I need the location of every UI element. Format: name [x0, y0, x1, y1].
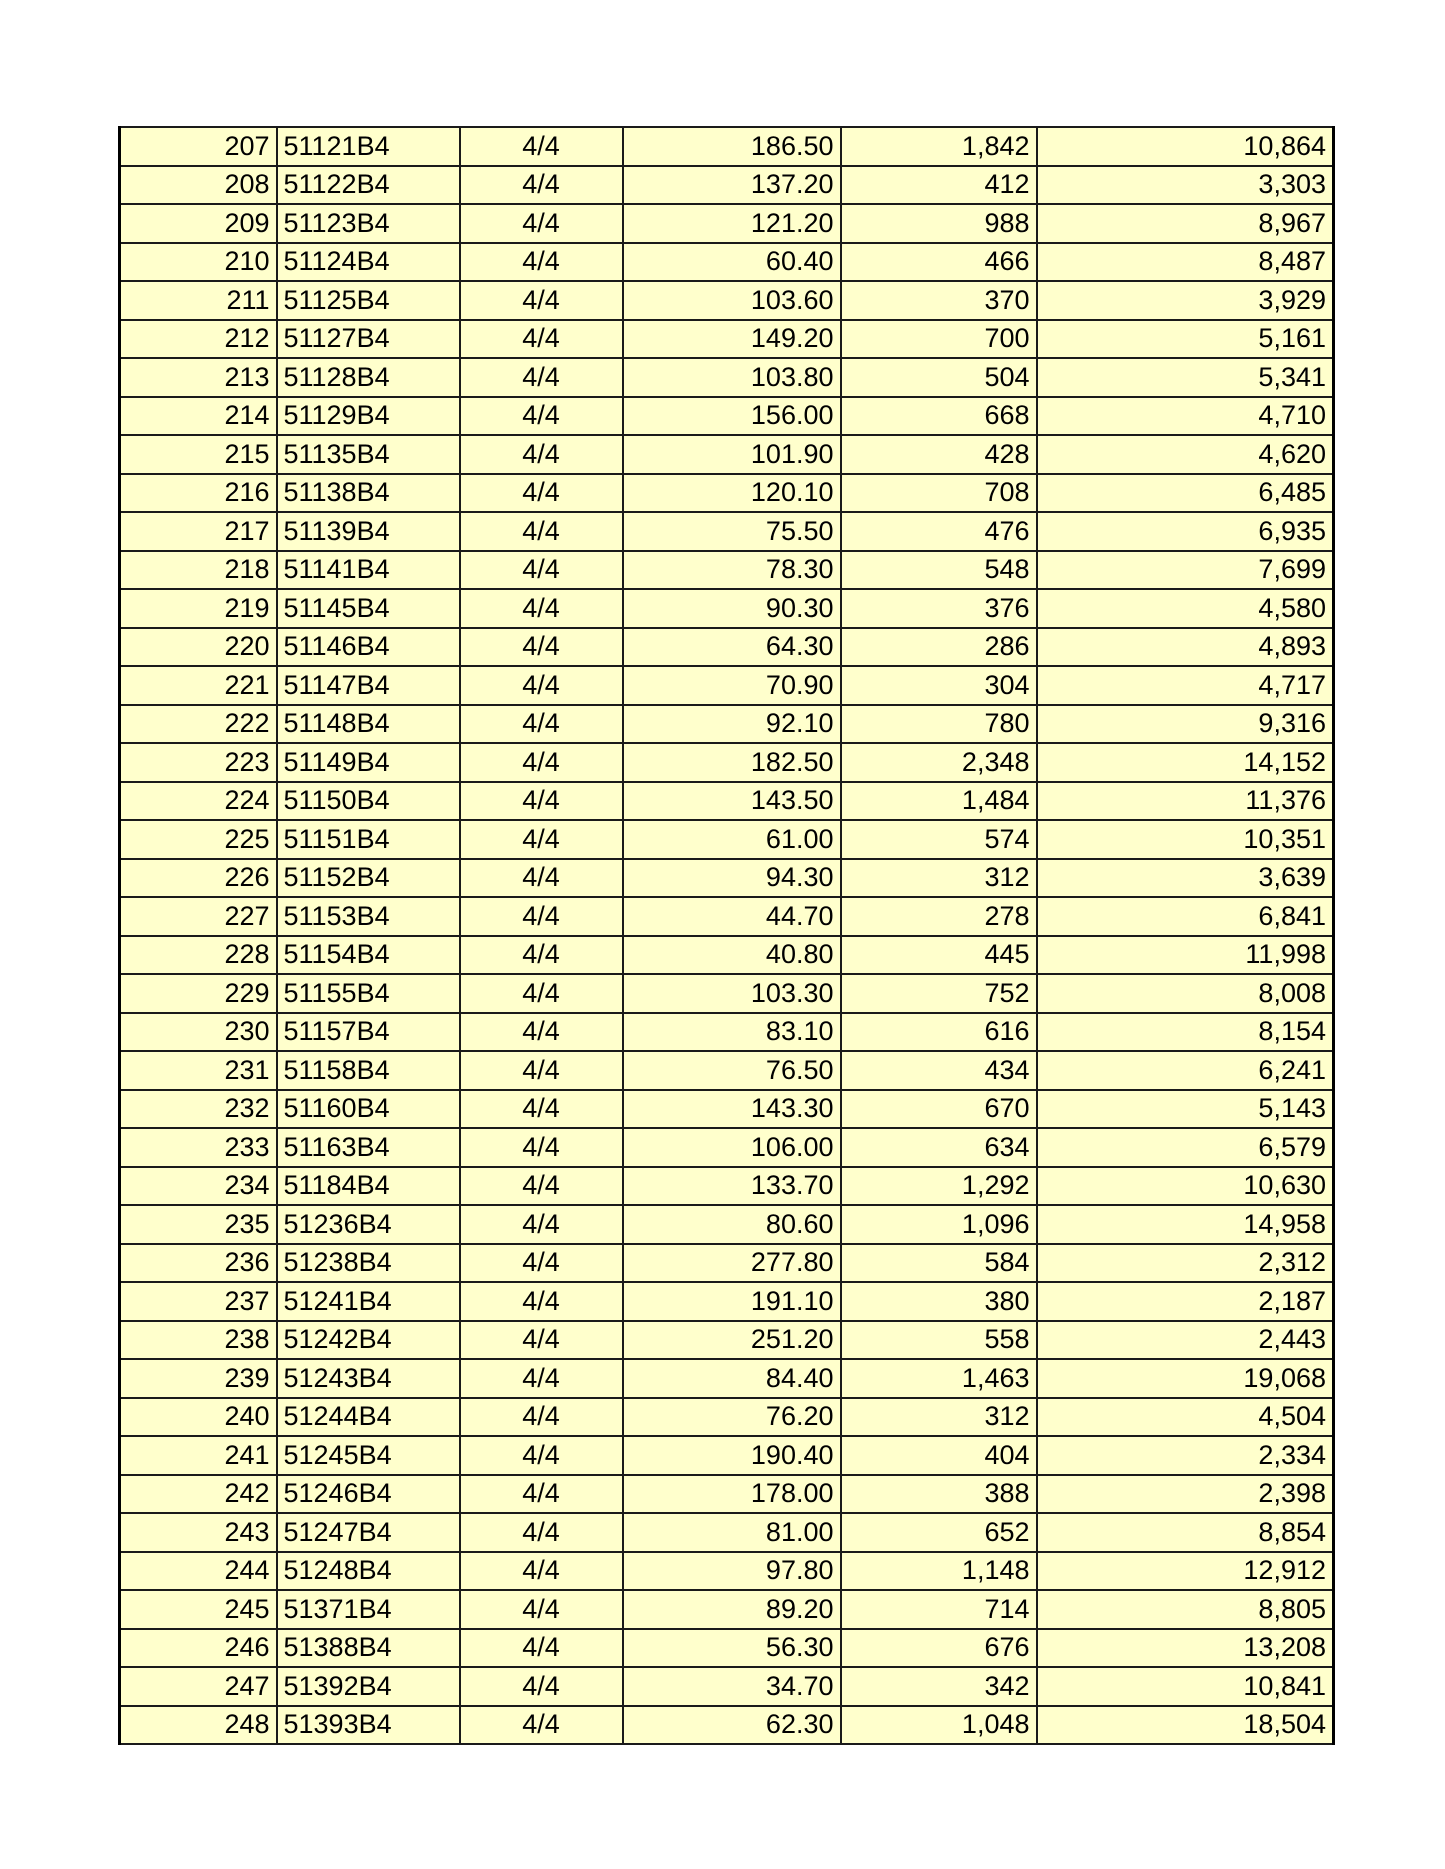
row-number-cell: 213 [120, 358, 277, 397]
row-number-cell: 210 [120, 243, 277, 282]
value-a-cell: 186.50 [623, 127, 841, 166]
row-number-cell: 221 [120, 666, 277, 705]
id-cell: 51248B4 [277, 1552, 460, 1591]
table-row [120, 474, 1334, 513]
value-b-cell: 376 [841, 589, 1037, 628]
value-b-cell: 574 [841, 820, 1037, 859]
value-a-cell: 61.00 [623, 820, 841, 859]
fraction-cell: 4/4 [460, 358, 623, 397]
table-row [120, 936, 1334, 975]
value-a-cell: 149.20 [623, 320, 841, 359]
fraction-cell: 4/4 [460, 397, 623, 436]
row-number-cell: 219 [120, 589, 277, 628]
table-row [120, 974, 1334, 1013]
value-b-cell: 476 [841, 512, 1037, 551]
data-table [118, 126, 1335, 1745]
table-row [120, 782, 1334, 821]
value-a-cell: 106.00 [623, 1128, 841, 1167]
id-cell: 51148B4 [277, 705, 460, 744]
table-row [120, 628, 1334, 667]
fraction-cell: 4/4 [460, 589, 623, 628]
table-row [120, 1282, 1334, 1321]
value-b-cell: 616 [841, 1013, 1037, 1052]
fraction-cell: 4/4 [460, 936, 623, 975]
fraction-cell: 4/4 [460, 1051, 623, 1090]
value-a-cell: 40.80 [623, 936, 841, 975]
value-b-cell: 380 [841, 1282, 1037, 1321]
value-b-cell: 714 [841, 1590, 1037, 1629]
fraction-cell: 4/4 [460, 1167, 623, 1206]
table-body [120, 127, 1334, 1744]
value-a-cell: 178.00 [623, 1475, 841, 1514]
value-a-cell: 103.30 [623, 974, 841, 1013]
row-number-cell: 225 [120, 820, 277, 859]
value-b-cell: 342 [841, 1667, 1037, 1706]
table-row [120, 1090, 1334, 1129]
table-row [120, 166, 1334, 205]
value-c-cell: 3,303 [1037, 166, 1334, 205]
value-a-cell: 60.40 [623, 243, 841, 282]
table-row [120, 320, 1334, 359]
id-cell: 51241B4 [277, 1282, 460, 1321]
row-number-cell: 208 [120, 166, 277, 205]
value-c-cell: 4,504 [1037, 1398, 1334, 1437]
table-row [120, 204, 1334, 243]
value-c-cell: 4,893 [1037, 628, 1334, 667]
fraction-cell: 4/4 [460, 1205, 623, 1244]
fraction-cell: 4/4 [460, 281, 623, 320]
table-row [120, 1359, 1334, 1398]
row-number-cell: 212 [120, 320, 277, 359]
row-number-cell: 209 [120, 204, 277, 243]
value-c-cell: 8,154 [1037, 1013, 1334, 1052]
table-row [120, 1667, 1334, 1706]
value-b-cell: 2,348 [841, 743, 1037, 782]
row-number-cell: 234 [120, 1167, 277, 1206]
value-b-cell: 668 [841, 397, 1037, 436]
id-cell: 51393B4 [277, 1706, 460, 1745]
fraction-cell: 4/4 [460, 320, 623, 359]
fraction-cell: 4/4 [460, 243, 623, 282]
value-c-cell: 11,376 [1037, 782, 1334, 821]
id-cell: 51371B4 [277, 1590, 460, 1629]
value-c-cell: 5,161 [1037, 320, 1334, 359]
row-number-cell: 230 [120, 1013, 277, 1052]
id-cell: 51184B4 [277, 1167, 460, 1206]
value-a-cell: 191.10 [623, 1282, 841, 1321]
value-b-cell: 676 [841, 1629, 1037, 1668]
value-c-cell: 2,312 [1037, 1244, 1334, 1283]
fraction-cell: 4/4 [460, 859, 623, 898]
value-c-cell: 12,912 [1037, 1552, 1334, 1591]
value-b-cell: 670 [841, 1090, 1037, 1129]
value-c-cell: 10,864 [1037, 127, 1334, 166]
value-a-cell: 190.40 [623, 1436, 841, 1475]
value-b-cell: 584 [841, 1244, 1037, 1283]
value-c-cell: 5,341 [1037, 358, 1334, 397]
table-row [120, 1244, 1334, 1283]
row-number-cell: 217 [120, 512, 277, 551]
value-a-cell: 182.50 [623, 743, 841, 782]
id-cell: 51152B4 [277, 859, 460, 898]
fraction-cell: 4/4 [460, 1398, 623, 1437]
fraction-cell: 4/4 [460, 512, 623, 551]
value-a-cell: 80.60 [623, 1205, 841, 1244]
fraction-cell: 4/4 [460, 1436, 623, 1475]
value-b-cell: 304 [841, 666, 1037, 705]
id-cell: 51153B4 [277, 897, 460, 936]
row-number-cell: 222 [120, 705, 277, 744]
table-row [120, 1398, 1334, 1437]
fraction-cell: 4/4 [460, 1513, 623, 1552]
value-b-cell: 1,484 [841, 782, 1037, 821]
row-number-cell: 211 [120, 281, 277, 320]
value-b-cell: 370 [841, 281, 1037, 320]
value-b-cell: 1,048 [841, 1706, 1037, 1745]
value-c-cell: 4,580 [1037, 589, 1334, 628]
value-b-cell: 428 [841, 435, 1037, 474]
value-b-cell: 312 [841, 859, 1037, 898]
value-b-cell: 1,292 [841, 1167, 1037, 1206]
table-row [120, 743, 1334, 782]
table-row [120, 1590, 1334, 1629]
value-c-cell: 2,187 [1037, 1282, 1334, 1321]
id-cell: 51149B4 [277, 743, 460, 782]
row-number-cell: 242 [120, 1475, 277, 1514]
value-a-cell: 277.80 [623, 1244, 841, 1283]
table-row [120, 1051, 1334, 1090]
row-number-cell: 232 [120, 1090, 277, 1129]
table-row [120, 1128, 1334, 1167]
value-a-cell: 121.20 [623, 204, 841, 243]
value-b-cell: 388 [841, 1475, 1037, 1514]
value-c-cell: 2,334 [1037, 1436, 1334, 1475]
value-c-cell: 6,579 [1037, 1128, 1334, 1167]
id-cell: 51244B4 [277, 1398, 460, 1437]
fraction-cell: 4/4 [460, 1090, 623, 1129]
row-number-cell: 239 [120, 1359, 277, 1398]
table-row [120, 589, 1334, 628]
value-c-cell: 10,351 [1037, 820, 1334, 859]
row-number-cell: 207 [120, 127, 277, 166]
value-c-cell: 4,710 [1037, 397, 1334, 436]
id-cell: 51123B4 [277, 204, 460, 243]
row-number-cell: 229 [120, 974, 277, 1013]
value-b-cell: 445 [841, 936, 1037, 975]
value-b-cell: 404 [841, 1436, 1037, 1475]
table-row [120, 859, 1334, 898]
id-cell: 51245B4 [277, 1436, 460, 1475]
value-a-cell: 251.20 [623, 1321, 841, 1360]
value-a-cell: 156.00 [623, 397, 841, 436]
row-number-cell: 218 [120, 551, 277, 590]
id-cell: 51150B4 [277, 782, 460, 821]
value-a-cell: 133.70 [623, 1167, 841, 1206]
id-cell: 51243B4 [277, 1359, 460, 1398]
fraction-cell: 4/4 [460, 666, 623, 705]
value-b-cell: 558 [841, 1321, 1037, 1360]
value-a-cell: 97.80 [623, 1552, 841, 1591]
fraction-cell: 4/4 [460, 1475, 623, 1514]
fraction-cell: 4/4 [460, 897, 623, 936]
value-c-cell: 6,485 [1037, 474, 1334, 513]
value-a-cell: 62.30 [623, 1706, 841, 1745]
value-a-cell: 76.20 [623, 1398, 841, 1437]
value-a-cell: 75.50 [623, 512, 841, 551]
row-number-cell: 245 [120, 1590, 277, 1629]
row-number-cell: 247 [120, 1667, 277, 1706]
row-number-cell: 228 [120, 936, 277, 975]
value-a-cell: 56.30 [623, 1629, 841, 1668]
value-b-cell: 1,842 [841, 127, 1037, 166]
id-cell: 51135B4 [277, 435, 460, 474]
value-c-cell: 6,841 [1037, 897, 1334, 936]
value-c-cell: 13,208 [1037, 1629, 1334, 1668]
value-c-cell: 8,805 [1037, 1590, 1334, 1629]
table-row [120, 435, 1334, 474]
row-number-cell: 233 [120, 1128, 277, 1167]
id-cell: 51242B4 [277, 1321, 460, 1360]
id-cell: 51146B4 [277, 628, 460, 667]
id-cell: 51392B4 [277, 1667, 460, 1706]
id-cell: 51147B4 [277, 666, 460, 705]
table-row [120, 1321, 1334, 1360]
table-row [120, 358, 1334, 397]
value-c-cell: 3,929 [1037, 281, 1334, 320]
value-c-cell: 5,143 [1037, 1090, 1334, 1129]
table-row [120, 512, 1334, 551]
value-a-cell: 84.40 [623, 1359, 841, 1398]
id-cell: 51145B4 [277, 589, 460, 628]
fraction-cell: 4/4 [460, 820, 623, 859]
id-cell: 51160B4 [277, 1090, 460, 1129]
value-b-cell: 286 [841, 628, 1037, 667]
row-number-cell: 214 [120, 397, 277, 436]
value-b-cell: 634 [841, 1128, 1037, 1167]
row-number-cell: 244 [120, 1552, 277, 1591]
value-a-cell: 103.60 [623, 281, 841, 320]
value-b-cell: 1,463 [841, 1359, 1037, 1398]
value-a-cell: 137.20 [623, 166, 841, 205]
value-b-cell: 434 [841, 1051, 1037, 1090]
row-number-cell: 238 [120, 1321, 277, 1360]
value-a-cell: 92.10 [623, 705, 841, 744]
table-row [120, 1205, 1334, 1244]
id-cell: 51122B4 [277, 166, 460, 205]
id-cell: 51129B4 [277, 397, 460, 436]
table-row [120, 666, 1334, 705]
value-a-cell: 90.30 [623, 589, 841, 628]
value-b-cell: 278 [841, 897, 1037, 936]
row-number-cell: 227 [120, 897, 277, 936]
id-cell: 51125B4 [277, 281, 460, 320]
value-c-cell: 8,487 [1037, 243, 1334, 282]
value-c-cell: 8,008 [1037, 974, 1334, 1013]
value-b-cell: 548 [841, 551, 1037, 590]
table-row [120, 397, 1334, 436]
fraction-cell: 4/4 [460, 1667, 623, 1706]
value-a-cell: 89.20 [623, 1590, 841, 1629]
fraction-cell: 4/4 [460, 435, 623, 474]
row-number-cell: 240 [120, 1398, 277, 1437]
value-c-cell: 14,958 [1037, 1205, 1334, 1244]
id-cell: 51155B4 [277, 974, 460, 1013]
row-number-cell: 248 [120, 1706, 277, 1745]
row-number-cell: 246 [120, 1629, 277, 1668]
id-cell: 51246B4 [277, 1475, 460, 1514]
table-row [120, 705, 1334, 744]
fraction-cell: 4/4 [460, 1321, 623, 1360]
value-c-cell: 8,967 [1037, 204, 1334, 243]
id-cell: 51121B4 [277, 127, 460, 166]
table-row [120, 1475, 1334, 1514]
value-a-cell: 103.80 [623, 358, 841, 397]
row-number-cell: 220 [120, 628, 277, 667]
row-number-cell: 235 [120, 1205, 277, 1244]
id-cell: 51236B4 [277, 1205, 460, 1244]
row-number-cell: 237 [120, 1282, 277, 1321]
value-a-cell: 76.50 [623, 1051, 841, 1090]
value-a-cell: 70.90 [623, 666, 841, 705]
value-a-cell: 120.10 [623, 474, 841, 513]
id-cell: 51388B4 [277, 1629, 460, 1668]
fraction-cell: 4/4 [460, 743, 623, 782]
fraction-cell: 4/4 [460, 1244, 623, 1283]
fraction-cell: 4/4 [460, 628, 623, 667]
row-number-cell: 224 [120, 782, 277, 821]
value-b-cell: 652 [841, 1513, 1037, 1552]
id-cell: 51141B4 [277, 551, 460, 590]
value-b-cell: 412 [841, 166, 1037, 205]
value-c-cell: 14,152 [1037, 743, 1334, 782]
value-b-cell: 988 [841, 204, 1037, 243]
id-cell: 51138B4 [277, 474, 460, 513]
row-number-cell: 243 [120, 1513, 277, 1552]
table-row [120, 1629, 1334, 1668]
fraction-cell: 4/4 [460, 1590, 623, 1629]
fraction-cell: 4/4 [460, 166, 623, 205]
row-number-cell: 226 [120, 859, 277, 898]
value-c-cell: 2,443 [1037, 1321, 1334, 1360]
table-row [120, 1436, 1334, 1475]
value-c-cell: 18,504 [1037, 1706, 1334, 1745]
table-row [120, 243, 1334, 282]
table-row [120, 820, 1334, 859]
value-c-cell: 3,639 [1037, 859, 1334, 898]
value-b-cell: 708 [841, 474, 1037, 513]
value-a-cell: 143.30 [623, 1090, 841, 1129]
fraction-cell: 4/4 [460, 1128, 623, 1167]
row-number-cell: 216 [120, 474, 277, 513]
value-b-cell: 1,148 [841, 1552, 1037, 1591]
table-row [120, 1706, 1334, 1745]
fraction-cell: 4/4 [460, 705, 623, 744]
value-c-cell: 10,630 [1037, 1167, 1334, 1206]
value-c-cell: 6,935 [1037, 512, 1334, 551]
value-c-cell: 8,854 [1037, 1513, 1334, 1552]
value-c-cell: 7,699 [1037, 551, 1334, 590]
value-a-cell: 64.30 [623, 628, 841, 667]
value-a-cell: 81.00 [623, 1513, 841, 1552]
fraction-cell: 4/4 [460, 1282, 623, 1321]
value-a-cell: 83.10 [623, 1013, 841, 1052]
value-b-cell: 312 [841, 1398, 1037, 1437]
fraction-cell: 4/4 [460, 1359, 623, 1398]
value-b-cell: 752 [841, 974, 1037, 1013]
id-cell: 51238B4 [277, 1244, 460, 1283]
table-row [120, 1167, 1334, 1206]
value-b-cell: 1,096 [841, 1205, 1037, 1244]
value-c-cell: 9,316 [1037, 705, 1334, 744]
fraction-cell: 4/4 [460, 1552, 623, 1591]
row-number-cell: 215 [120, 435, 277, 474]
id-cell: 51163B4 [277, 1128, 460, 1167]
value-a-cell: 143.50 [623, 782, 841, 821]
fraction-cell: 4/4 [460, 974, 623, 1013]
row-number-cell: 231 [120, 1051, 277, 1090]
table-row [120, 1013, 1334, 1052]
value-b-cell: 700 [841, 320, 1037, 359]
value-b-cell: 780 [841, 705, 1037, 744]
id-cell: 51151B4 [277, 820, 460, 859]
value-c-cell: 4,717 [1037, 666, 1334, 705]
id-cell: 51139B4 [277, 512, 460, 551]
row-number-cell: 236 [120, 1244, 277, 1283]
id-cell: 51128B4 [277, 358, 460, 397]
fraction-cell: 4/4 [460, 1706, 623, 1745]
value-c-cell: 19,068 [1037, 1359, 1334, 1398]
fraction-cell: 4/4 [460, 127, 623, 166]
value-c-cell: 2,398 [1037, 1475, 1334, 1514]
table-row [120, 897, 1334, 936]
table-row [120, 1552, 1334, 1591]
id-cell: 51158B4 [277, 1051, 460, 1090]
fraction-cell: 4/4 [460, 474, 623, 513]
id-cell: 51157B4 [277, 1013, 460, 1052]
value-a-cell: 101.90 [623, 435, 841, 474]
id-cell: 51124B4 [277, 243, 460, 282]
table-row [120, 127, 1334, 166]
value-c-cell: 4,620 [1037, 435, 1334, 474]
row-number-cell: 241 [120, 1436, 277, 1475]
value-a-cell: 34.70 [623, 1667, 841, 1706]
id-cell: 51247B4 [277, 1513, 460, 1552]
id-cell: 51127B4 [277, 320, 460, 359]
value-a-cell: 44.70 [623, 897, 841, 936]
value-b-cell: 466 [841, 243, 1037, 282]
value-c-cell: 10,841 [1037, 1667, 1334, 1706]
fraction-cell: 4/4 [460, 782, 623, 821]
table-row [120, 281, 1334, 320]
value-a-cell: 94.30 [623, 859, 841, 898]
value-a-cell: 78.30 [623, 551, 841, 590]
fraction-cell: 4/4 [460, 1629, 623, 1668]
table-row [120, 551, 1334, 590]
fraction-cell: 4/4 [460, 204, 623, 243]
fraction-cell: 4/4 [460, 551, 623, 590]
fraction-cell: 4/4 [460, 1013, 623, 1052]
value-c-cell: 6,241 [1037, 1051, 1334, 1090]
id-cell: 51154B4 [277, 936, 460, 975]
value-b-cell: 504 [841, 358, 1037, 397]
row-number-cell: 223 [120, 743, 277, 782]
table-row [120, 1513, 1334, 1552]
value-c-cell: 11,998 [1037, 936, 1334, 975]
